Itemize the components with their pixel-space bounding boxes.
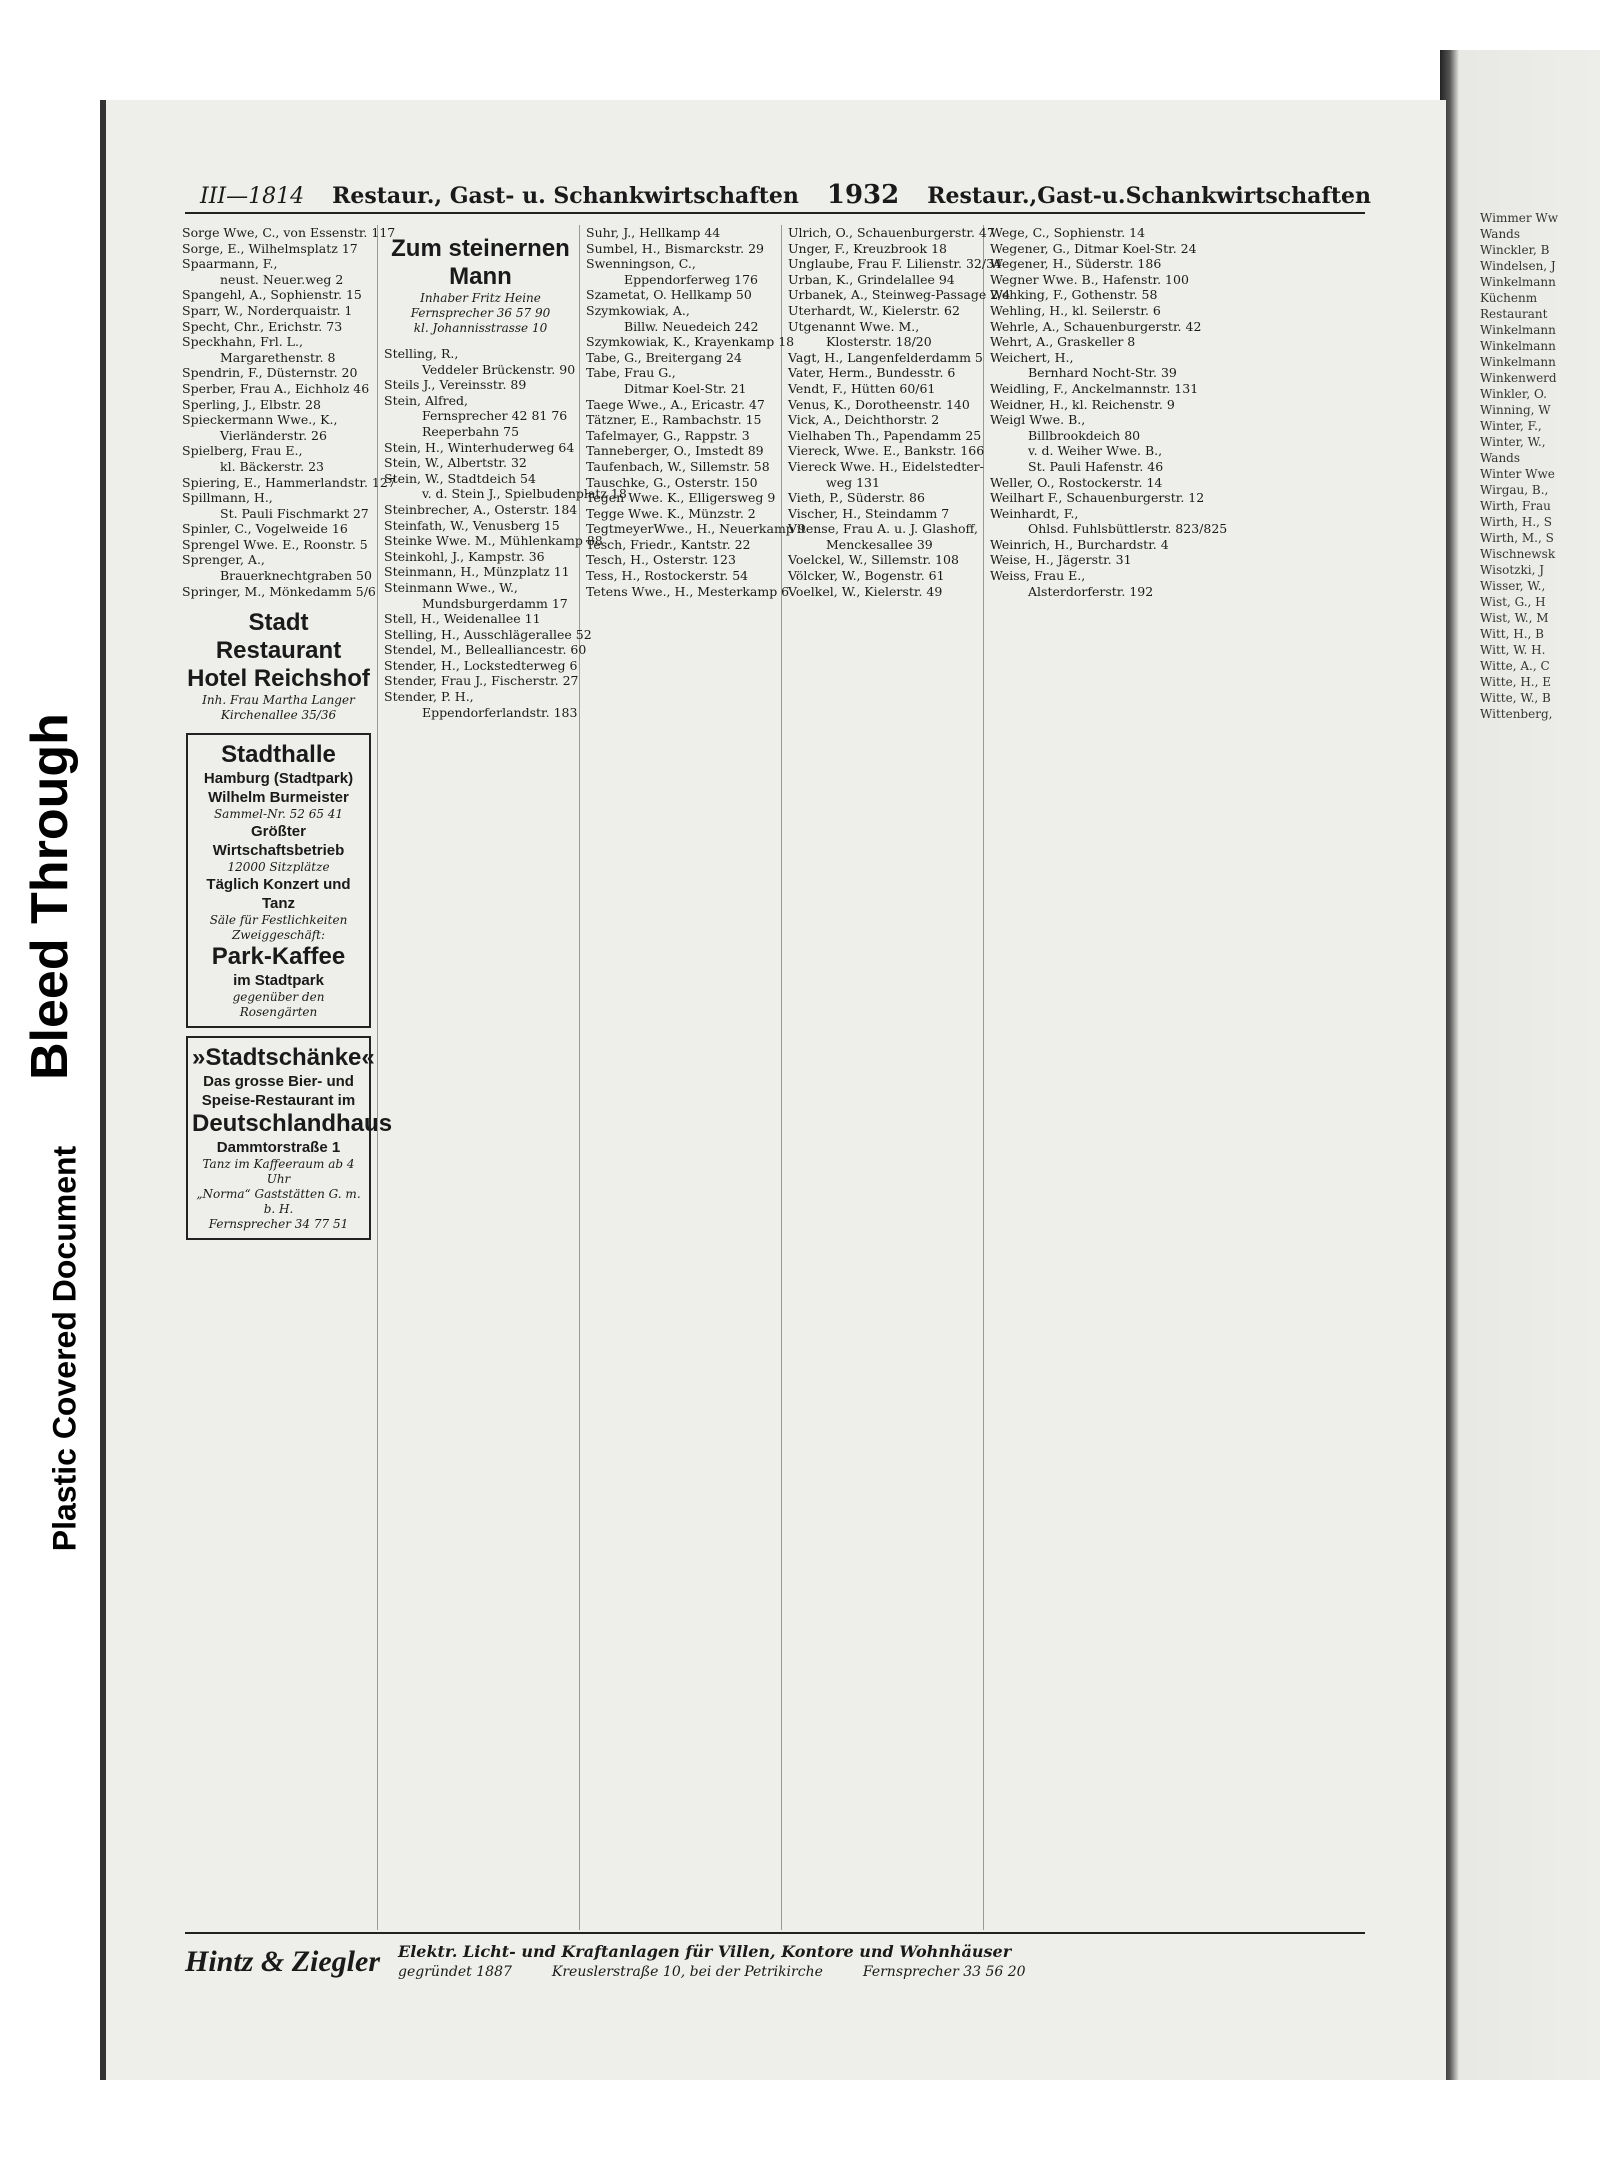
facing-page-entry: Wist, G., H bbox=[1480, 595, 1546, 609]
facing-page-entry: Wirth, M., S bbox=[1480, 531, 1554, 545]
facing-page-entry: Winckler, B bbox=[1480, 243, 1550, 257]
directory-entry: Spillmann, H., bbox=[182, 490, 273, 506]
footer-details bbox=[398, 1962, 1026, 1982]
directory-entry: Tegen Wwe. K., Elligersweg 9 bbox=[586, 490, 776, 506]
directory-entry: Steinkohl, J., Kampstr. 36 bbox=[384, 548, 545, 564]
directory-column-3 bbox=[586, 225, 806, 1930]
stadthalle-owner: Wilhelm Burmeister bbox=[208, 789, 349, 807]
footer-brand: Hintz & Ziegler bbox=[185, 1945, 380, 1978]
reichshof-owner: Inh. Frau Martha Langer bbox=[202, 693, 355, 708]
plastic-covered-label: Plastic Covered Document bbox=[46, 1145, 83, 1552]
directory-entry: Sumbel, H., Bismarckstr. 29 bbox=[586, 240, 764, 256]
directory-entry: Ditmar Koel-Str. 21 bbox=[624, 380, 747, 396]
directory-entry: Vischer, H., Steindamm 7 bbox=[788, 505, 950, 521]
column-entries bbox=[586, 225, 806, 599]
directory-entry: Voelckel, W., Sillemstr. 108 bbox=[788, 552, 959, 568]
directory-entry: Sprenger, A., bbox=[182, 552, 265, 568]
footer-lines bbox=[398, 1942, 1026, 1982]
stadtschaenke-firm: „Norma“ Gaststätten G. m. b. H. bbox=[196, 1187, 361, 1217]
directory-entry: Urbanek, A., Steinweg-Passage 2/4 bbox=[788, 287, 1011, 303]
facing-page-entry: Winkelmann bbox=[1480, 323, 1556, 337]
facing-page-entry: Wisotzki, J bbox=[1480, 563, 1545, 577]
directory-entry: Ulrich, O., Schauenburgerstr. 47 bbox=[788, 225, 995, 240]
directory-entry: Weise, H., Jägerstr. 31 bbox=[990, 552, 1132, 568]
facing-page-entry: Wischnewsk bbox=[1480, 547, 1556, 561]
directory-entry: Reeperbahn 75 bbox=[422, 423, 520, 439]
reichshof-title: Stadt Restaurant Hotel Reichshof bbox=[187, 609, 370, 693]
directory-entry: Vieth, P., Süderstr. 86 bbox=[788, 490, 925, 506]
park-subtitle: im Stadtpark bbox=[233, 972, 324, 990]
facing-page-entry: Winter, W., bbox=[1480, 435, 1546, 449]
facing-page-entry: Wirth, H., S bbox=[1480, 515, 1553, 529]
facing-page-entry: Witt, W. H. bbox=[1480, 643, 1546, 657]
directory-entry: Unglaube, Frau F. Lilienstr. 32/34 bbox=[788, 256, 1002, 272]
directory-entry: Stein, Alfred, bbox=[384, 392, 468, 408]
stadthalle-advert bbox=[186, 733, 371, 1028]
stadtschaenke-house: Deutschlandhaus bbox=[192, 1110, 393, 1138]
directory-entry: Wehking, F., Gothenstr. 58 bbox=[990, 287, 1158, 303]
stadthalle-title: Stadthalle bbox=[221, 741, 336, 769]
directory-entry: Stein, H., Winterhuderweg 64 bbox=[384, 439, 575, 455]
facing-page-entry: Winning, W bbox=[1480, 403, 1551, 417]
directory-entry: Spiering, E., Hammerlandstr. 127 bbox=[182, 474, 396, 490]
stadthalle-rooms: Säle für Festlichkeiten bbox=[209, 913, 348, 928]
directory-entry: Tauschke, G., Osterstr. 150 bbox=[586, 474, 758, 490]
directory-entry: Stein, W., Albertstr. 32 bbox=[384, 455, 527, 471]
stadtschaenke-dance: Tanz im Kaffeeraum ab 4 Uhr bbox=[202, 1157, 355, 1187]
facing-page-entry: Wirgau, B., bbox=[1480, 483, 1549, 497]
facing-page-entry: Witte, A., C bbox=[1480, 659, 1550, 673]
footer-founded: gegründet 1887 bbox=[398, 1964, 512, 1980]
directory-entry: Menckesallee 39 bbox=[826, 536, 933, 552]
stadtschaenke-title: »Stadtschänke« bbox=[192, 1044, 375, 1072]
facing-page-entry: Winter, F., bbox=[1480, 419, 1542, 433]
column-entries bbox=[182, 225, 396, 599]
directory-entry: Stender, Frau J., Fischerstr. 27 bbox=[384, 673, 579, 689]
directory-entry: Sperling, J., Elbstr. 28 bbox=[182, 396, 321, 412]
facing-page-entry: Winter Wwe bbox=[1480, 467, 1555, 481]
facing-page-entry: Witt, H., B bbox=[1480, 627, 1544, 641]
directory-entry: Weidner, H., kl. Reichenstr. 9 bbox=[990, 396, 1175, 412]
directory-entry: Weinrich, H., Burchardstr. 4 bbox=[990, 536, 1169, 552]
reichshof-advert bbox=[186, 609, 371, 723]
directory-entry: kl. Bäckerstr. 23 bbox=[220, 458, 324, 474]
directory-entry: Tätzner, E., Rambachstr. 15 bbox=[586, 412, 762, 428]
reichshof-address: Kirchenallee 35/36 bbox=[220, 708, 337, 723]
directory-entry: Weichert, H., bbox=[990, 349, 1074, 365]
directory-entry: Weinhardt, F., bbox=[990, 505, 1079, 521]
directory-entry: Vick, A., Deichthorstr. 2 bbox=[788, 412, 940, 428]
directory-entry: v. d. Stein J., Spielbudenplatz 18 bbox=[422, 486, 627, 502]
facing-page-entry: Wittenberg, bbox=[1480, 707, 1553, 721]
page-header bbox=[200, 180, 1370, 214]
section-title-right: Restaur.,Gast-u.Schankwirtschaften bbox=[927, 183, 1372, 209]
directory-entry: Spieckermann Wwe., K., bbox=[182, 412, 338, 428]
directory-entry: Steinmann, H., Münzplatz 11 bbox=[384, 564, 570, 580]
directory-entry: Ohlsd. Fuhlsbüttlerstr. 823/825 bbox=[1028, 521, 1228, 537]
facing-page-entry: Witte, H., E bbox=[1480, 675, 1552, 689]
facing-page-entry: Winkelmann bbox=[1480, 275, 1556, 289]
steinernen-mann-title: Zum steinernen Mann bbox=[391, 235, 570, 290]
directory-entry: Wehling, H., kl. Seilerstr. 6 bbox=[990, 302, 1161, 318]
footer-advert bbox=[185, 1932, 1365, 1990]
facing-page-entry: Witte, W., B bbox=[1480, 691, 1551, 705]
directory-entry: Völcker, W., Bogenstr. 61 bbox=[788, 568, 945, 584]
directory-entry: Unger, F., Kreuzbrook 18 bbox=[788, 240, 948, 256]
facing-page-strip bbox=[1480, 210, 1600, 1850]
column-entries bbox=[384, 346, 627, 720]
stadtschaenke-subtitle: Das grosse Bier- und Speise-Restaurant im bbox=[201, 1073, 356, 1110]
directory-entry: Tanneberger, O., Imstedt 89 bbox=[586, 443, 764, 459]
header-rule bbox=[185, 212, 1365, 214]
directory-entry: Spendrin, F., Düsternstr. 20 bbox=[182, 365, 358, 381]
directory-entry: Wehrt, A., Graskeller 8 bbox=[990, 334, 1136, 350]
directory-entry: Veddeler Brückenstr. 90 bbox=[422, 361, 576, 377]
directory-entry: Tesch, Friedr., Kantstr. 22 bbox=[586, 536, 751, 552]
directory-entry: Viereck Wwe. H., Eidelstedter- bbox=[788, 458, 984, 474]
directory-year: 1932 bbox=[826, 180, 900, 210]
directory-entry: Stender, H., Lockstedterweg 6 bbox=[384, 657, 578, 673]
directory-entry: Steinmann Wwe., W., bbox=[384, 579, 518, 595]
directory-entry: Brauerknechtgraben 50 bbox=[220, 568, 372, 584]
footer-services: Elektr. Licht- und Kraftanlagen für Villen, Kontore und Wohnhäuser bbox=[398, 1942, 1012, 1961]
park-note: gegenüber den Rosengärten bbox=[232, 990, 325, 1020]
facing-page-entry: Wands bbox=[1480, 227, 1521, 241]
facing-page-entry: Küchenm bbox=[1480, 291, 1538, 305]
directory-entry: Utgenannt Wwe. M., bbox=[788, 318, 920, 334]
directory-entry: Vielhaben Th., Papendamm 25 bbox=[788, 427, 982, 443]
directory-entry: Stein, W., Stadtdeich 54 bbox=[384, 470, 536, 486]
page-number: III—1814 bbox=[200, 184, 305, 209]
directory-entry: Szymkowiak, A., bbox=[586, 302, 690, 318]
directory-entry: Weidling, F., Anckelmannstr. 131 bbox=[990, 380, 1199, 396]
steinernen-mann-owner: Inhaber Fritz Heine bbox=[420, 291, 541, 305]
directory-entry: Taege Wwe., A., Ericastr. 47 bbox=[586, 396, 765, 412]
facing-page-entry: Wirth, Frau bbox=[1480, 499, 1551, 513]
directory-entry: Tegge Wwe. K., Münzstr. 2 bbox=[586, 505, 756, 521]
directory-entry: Wehrle, A., Schauenburgerstr. 42 bbox=[990, 318, 1202, 334]
directory-entry: Weiss, Frau E., bbox=[990, 568, 1086, 584]
directory-entry: Tafelmayer, G., Rappstr. 3 bbox=[586, 427, 750, 443]
side-label bbox=[0, 0, 95, 2177]
stadtschaenke-phone: Fernsprecher 34 77 51 bbox=[208, 1217, 349, 1232]
directory-entry: Viereck, Wwe. E., Bankstr. 166 bbox=[788, 443, 985, 459]
directory-entry: Sorge Wwe, C., von Essenstr. 117 bbox=[182, 225, 396, 240]
directory-entry: Tetens Wwe., H., Mesterkamp 6 bbox=[586, 583, 790, 599]
directory-entry: Steinke Wwe. M., Mühlenkamp 88 bbox=[384, 533, 603, 549]
facing-page-entry: Winkenwerd bbox=[1480, 371, 1557, 385]
stadtschaenke-advert bbox=[186, 1036, 393, 1240]
directory-entry: Springer, M., Mönkedamm 5/6 bbox=[182, 583, 376, 599]
directory-entry: Eppendorferweg 176 bbox=[624, 271, 759, 287]
facing-page-entry: Restaurant bbox=[1480, 307, 1548, 321]
directory-column-5 bbox=[990, 225, 1228, 1930]
directory-entry: Spielberg, Frau E., bbox=[182, 443, 303, 459]
directory-entry: v. d. Weiher Wwe. B., bbox=[1028, 443, 1163, 459]
directory-entry: Spaarmann, F., bbox=[182, 256, 278, 272]
directory-entry: Stelling, R., bbox=[384, 346, 459, 361]
directory-entry: Wegner Wwe. B., Hafenstr. 100 bbox=[990, 271, 1189, 287]
directory-entry: Wegener, H., Süderstr. 186 bbox=[990, 256, 1162, 272]
directory-entry: Wege, C., Sophienstr. 14 bbox=[990, 225, 1146, 240]
directory-entry: Vater, Herm., Bundesstr. 6 bbox=[788, 365, 956, 381]
stadthalle-claim: Größter Wirtschaftsbetrieb bbox=[212, 823, 345, 860]
directory-entry: neust. Neuer.weg 2 bbox=[220, 271, 344, 287]
facing-page-entry: Winkelmann bbox=[1480, 339, 1556, 353]
section-title-left: Restaur., Gast- u. Schankwirtschaften bbox=[332, 183, 799, 209]
directory-entry: Speckhahn, Frl. L., bbox=[182, 334, 303, 350]
directory-entry: Tabe, Frau G., bbox=[586, 365, 676, 381]
directory-entry: Suhr, J., Hellkamp 44 bbox=[586, 225, 721, 240]
directory-entry: Sperber, Frau A., Eichholz 46 bbox=[182, 380, 370, 396]
directory-column-2 bbox=[384, 225, 627, 1930]
directory-entry: Steinbrecher, A., Osterstr. 184 bbox=[384, 501, 578, 517]
directory-entry: Bernhard Nocht-Str. 39 bbox=[1028, 365, 1177, 381]
footer-phone: Fernsprecher 33 56 20 bbox=[862, 1964, 1026, 1980]
steinernen-mann-address: kl. Johannisstrasse 10 bbox=[413, 321, 548, 335]
directory-entry: Vagt, H., Langenfelderdamm 5 bbox=[788, 349, 983, 365]
directory-entry: Szametat, O. Hellkamp 50 bbox=[586, 287, 752, 303]
stadthalle-seats: 12000 Sitzplätze bbox=[227, 860, 330, 875]
directory-column-4 bbox=[788, 225, 1011, 1930]
facing-page-entry: Winkler, O. bbox=[1480, 387, 1547, 401]
directory-entry: TegtmeyerWwe., H., Neuerkamp 9 bbox=[586, 521, 806, 537]
directory-entry: Tess, H., Rostockerstr. 54 bbox=[586, 568, 749, 584]
directory-column-1 bbox=[182, 225, 396, 1930]
directory-entry: Stender, P. H., bbox=[384, 689, 474, 705]
directory-entry: Spangehl, A., Sophienstr. 15 bbox=[182, 287, 362, 303]
directory-entry: Billw. Neuedeich 242 bbox=[624, 318, 759, 334]
park-branch: Zweiggeschäft: bbox=[231, 928, 326, 943]
directory-entry: Vitense, Frau A. u. J. Glashoff, bbox=[788, 521, 978, 537]
directory-entry: Stell, H., Weidenallee 11 bbox=[384, 611, 541, 627]
directory-columns bbox=[182, 225, 1372, 1930]
park-title: Park-Kaffee bbox=[211, 943, 346, 971]
directory-entry: Billbrookdeich 80 bbox=[1028, 427, 1141, 443]
directory-entry: Szymkowiak, K., Krayenkamp 18 bbox=[586, 334, 795, 350]
directory-entry: Steinfath, W., Venusberg 15 bbox=[384, 517, 560, 533]
stadtschaenke-street: Dammtorstraße 1 bbox=[216, 1139, 341, 1157]
directory-entry: Stendel, M., Bellealliancestr. 60 bbox=[384, 642, 587, 658]
directory-entry: Sparr, W., Norderquaistr. 1 bbox=[182, 302, 353, 318]
stadthalle-subtitle: Hamburg (Stadtpark) bbox=[203, 770, 354, 788]
directory-entry: Weller, O., Rostockerstr. 14 bbox=[990, 474, 1163, 490]
directory-entry: Wegener, G., Ditmar Koel-Str. 24 bbox=[990, 240, 1197, 256]
directory-entry: Voelkel, W., Kielerstr. 49 bbox=[788, 583, 943, 599]
directory-entry: Vendt, F., Hütten 60/61 bbox=[788, 380, 936, 396]
directory-entry: weg 131 bbox=[826, 474, 880, 490]
steinernen-mann-advert bbox=[388, 235, 573, 336]
directory-entry: Tabe, G., Breitergang 24 bbox=[586, 349, 742, 365]
column-entries bbox=[788, 225, 1011, 599]
facing-page-entry: Wimmer Ww bbox=[1480, 211, 1558, 225]
steinernen-mann-phone: Fernsprecher 36 57 90 bbox=[410, 306, 551, 320]
directory-entry: Eppendorferlandstr. 183 bbox=[422, 704, 578, 720]
footer-address: Kreuslerstraße 10, bei der Petrikirche bbox=[551, 1964, 823, 1980]
directory-entry: Alsterdorferstr. 192 bbox=[1028, 583, 1154, 599]
directory-entry: Specht, Chr., Erichstr. 73 bbox=[182, 318, 343, 334]
facing-page-entry: Wands bbox=[1480, 451, 1521, 465]
column-entries bbox=[990, 225, 1228, 599]
directory-entry: Margarethenstr. 8 bbox=[220, 349, 336, 365]
facing-page-entry: Wisser, W., bbox=[1480, 579, 1546, 593]
directory-entry: Uterhardt, W., Kielerstr. 62 bbox=[788, 302, 960, 318]
directory-entry: St. Pauli Fischmarkt 27 bbox=[220, 505, 369, 521]
directory-entry: Urban, K., Grindelallee 94 bbox=[788, 271, 955, 287]
directory-entry: Sprengel Wwe. E., Roonstr. 5 bbox=[182, 536, 368, 552]
facing-page-entry: Winkelmann bbox=[1480, 355, 1556, 369]
directory-entry: Stelling, H., Ausschlägerallee 52 bbox=[384, 626, 592, 642]
directory-entry: St. Pauli Hafenstr. 46 bbox=[1028, 458, 1164, 474]
directory-entry: Klosterstr. 18/20 bbox=[826, 334, 932, 350]
stadthalle-concert: Täglich Konzert und Tanz bbox=[206, 876, 351, 913]
directory-entry: Swenningson, C., bbox=[586, 256, 696, 272]
directory-entry: Vierländerstr. 26 bbox=[220, 427, 327, 443]
bleed-through-label: Bleed Through bbox=[21, 713, 79, 1080]
directory-entry: Tesch, H., Osterstr. 123 bbox=[586, 552, 736, 568]
directory-entry: Spinler, C., Vogelweide 16 bbox=[182, 521, 348, 537]
directory-entry: Mundsburgerdamm 17 bbox=[422, 595, 568, 611]
directory-entry: Fernsprecher 42 81 76 bbox=[422, 408, 568, 424]
facing-page-entry: Wist, W., M bbox=[1480, 611, 1549, 625]
directory-entry: Weigl Wwe. B., bbox=[990, 412, 1086, 428]
directory-entry: Venus, K., Dorotheenstr. 140 bbox=[788, 396, 970, 412]
stadthalle-phone: Sammel-Nr. 52 65 41 bbox=[213, 807, 344, 822]
directory-entry: Steils J., Vereinsstr. 89 bbox=[384, 377, 527, 393]
directory-entry: Taufenbach, W., Sillemstr. 58 bbox=[586, 458, 770, 474]
directory-entry: Weilhart F., Schauenburgerstr. 12 bbox=[990, 490, 1205, 506]
facing-page-entry: Windelsen, J bbox=[1480, 259, 1556, 273]
directory-entry: Sorge, E., Wilhelmsplatz 17 bbox=[182, 240, 358, 256]
